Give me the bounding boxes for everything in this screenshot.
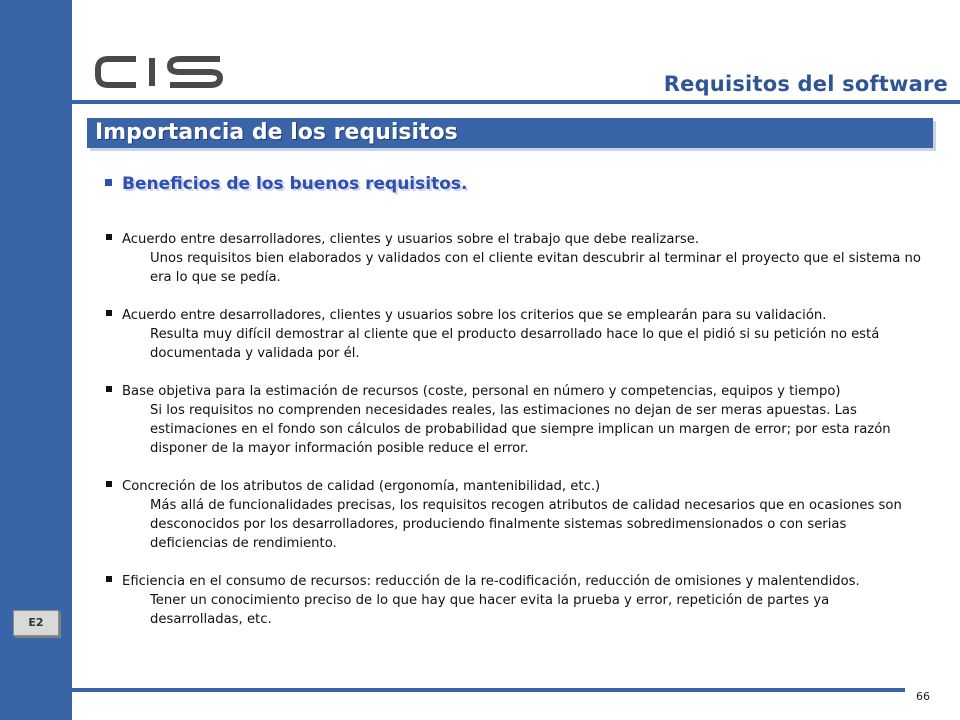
- item-detail: Unos requisitos bien elaborados y validados con el cliente evitan descubrir al terminar el proyecto que el sistema no era lo que se pedía.: [150, 251, 921, 285]
- item-detail: Tener un conocimiento preciso de lo que hay que hacer evita la prueba y error, repetición de partes ya desarrolladas, etc.: [150, 593, 830, 627]
- header-divider: [72, 100, 960, 104]
- benefits-list: [106, 230, 926, 648]
- square-bullet-icon: [106, 310, 112, 316]
- main-bullet-text: Beneficios de los buenos requisitos.: [122, 174, 468, 194]
- item-lead: Acuerdo entre desarrolladores, clientes y usuarios sobre el trabajo que debe realizarse.: [122, 232, 700, 247]
- item-lead: Acuerdo entre desarrolladores, clientes y usuarios sobre los criterios que se emplearán para su validación.: [122, 308, 827, 323]
- section-badge: E2: [13, 610, 59, 636]
- section-title: Importancia de los requisitos: [95, 120, 458, 145]
- item-lead: Base objetiva para la estimación de recursos (coste, personal en número y competencias, equipos y tiempo): [122, 384, 841, 399]
- item-lead: Concreción de los atributos de calidad (ergonomía, mantenibilidad, etc.): [122, 479, 601, 494]
- cis-logo: [94, 52, 226, 92]
- square-bullet-icon: [106, 576, 112, 582]
- page-number: 66: [916, 690, 930, 703]
- item-detail: Si los requisitos no comprenden necesidades reales, las estimaciones no dejan de ser meras apuestas. Las estimaciones en el fondo son cálculos de probabilidad que siempre implican un margen de error; por esta razón disponer de la mayor información posible reduce el error.: [150, 403, 891, 456]
- square-bullet-icon: [106, 481, 112, 487]
- list-item: [106, 306, 926, 363]
- list-item: [106, 477, 926, 553]
- list-item: [106, 230, 926, 287]
- item-detail: Más allá de funcionalidades precisas, los requisitos recogen atributos de calidad necesarios que en ocasiones son desconocidos por los desarrolladores, produciendo finalmente sistemas sobredimensionados o con serias deficiencias de rendimiento.: [150, 498, 902, 551]
- square-bullet-icon: [106, 386, 112, 392]
- item-detail: Resulta muy difícil demostrar al cliente que el producto desarrollado hace lo que el pidió si su petición no está documentada y validada por él.: [150, 327, 880, 361]
- square-bullet-icon: [105, 179, 112, 186]
- footer-divider: [72, 688, 905, 692]
- section-title-bar: [87, 118, 933, 148]
- slide-header-title: Requisitos del software: [663, 72, 948, 96]
- list-item: [106, 572, 926, 629]
- square-bullet-icon: [106, 234, 112, 240]
- item-lead: Eficiencia en el consumo de recursos: reducción de la re-codificación, reducción de omisiones y malentendidos.: [122, 574, 860, 589]
- main-bullet: [105, 174, 467, 194]
- list-item: [106, 382, 926, 458]
